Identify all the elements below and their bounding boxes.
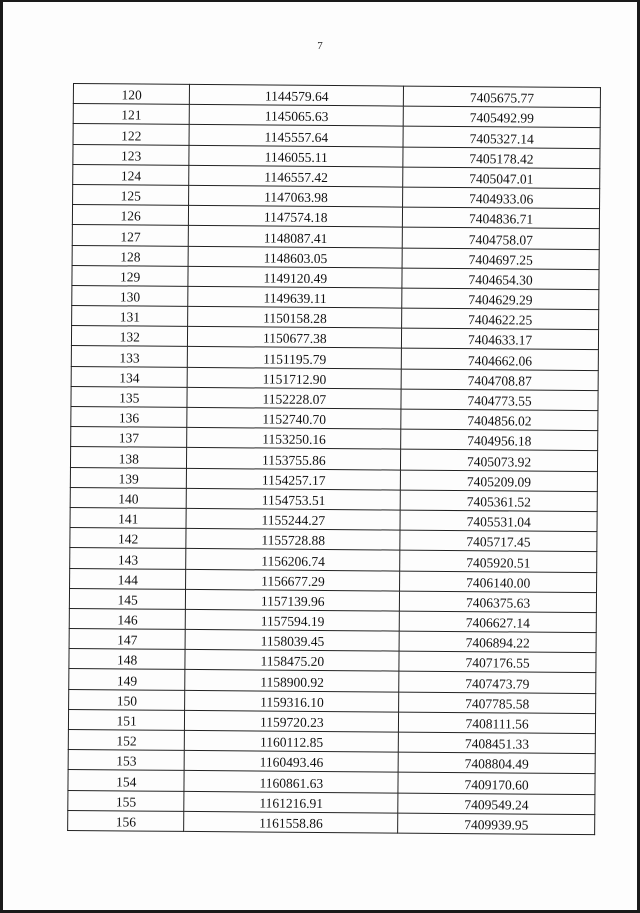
y-coordinate-cell: 7405492.99 — [403, 106, 600, 128]
point-number-cell: 127 — [72, 225, 189, 246]
y-coordinate-cell: 7404622.25 — [402, 308, 599, 330]
y-coordinate-cell: 7407473.79 — [399, 672, 596, 694]
y-coordinate-cell: 7406627.14 — [399, 611, 596, 633]
point-number-cell: 133 — [71, 346, 188, 367]
point-number-cell: 150 — [69, 689, 186, 710]
point-number-cell: 153 — [68, 750, 185, 771]
point-number-cell: 156 — [68, 810, 185, 831]
y-coordinate-cell: 7406894.22 — [399, 631, 596, 653]
y-coordinate-cell: 7406140.00 — [400, 571, 597, 593]
x-coordinate-cell: 1158039.45 — [185, 629, 399, 651]
x-coordinate-cell: 1155728.88 — [186, 529, 400, 551]
x-coordinate-cell: 1161216.91 — [184, 791, 398, 813]
point-number-cell: 136 — [71, 406, 188, 427]
x-coordinate-cell: 1156206.74 — [186, 549, 400, 571]
x-coordinate-cell: 1150158.28 — [188, 306, 402, 328]
y-coordinate-cell: 7405920.51 — [400, 550, 597, 572]
x-coordinate-cell: 1157594.19 — [186, 609, 400, 631]
x-coordinate-cell: 1160493.46 — [185, 751, 399, 773]
point-number-cell: 137 — [71, 427, 188, 448]
x-coordinate-cell: 1145557.64 — [189, 125, 403, 147]
y-coordinate-cell: 7409170.60 — [398, 772, 595, 794]
x-coordinate-cell: 1154753.51 — [187, 488, 401, 510]
point-number-cell: 121 — [73, 104, 190, 125]
x-coordinate-cell: 1148603.05 — [189, 246, 403, 268]
x-coordinate-cell: 1157139.96 — [186, 589, 400, 611]
x-coordinate-cell: 1152228.07 — [187, 387, 401, 409]
x-coordinate-cell: 1159316.10 — [185, 690, 399, 712]
y-coordinate-cell: 7404836.71 — [403, 207, 600, 229]
y-coordinate-cell: 7407785.58 — [399, 692, 596, 714]
point-number-cell: 126 — [72, 205, 189, 226]
x-coordinate-cell: 1161558.86 — [184, 811, 398, 833]
y-coordinate-cell: 7405531.04 — [400, 510, 597, 532]
y-coordinate-cell: 7404773.55 — [401, 389, 598, 411]
point-number-cell: 129 — [72, 265, 189, 286]
y-coordinate-cell: 7405717.45 — [400, 530, 597, 552]
x-coordinate-cell: 1147574.18 — [189, 206, 403, 228]
point-number-cell: 139 — [70, 467, 187, 488]
x-coordinate-cell: 1144579.64 — [190, 84, 404, 106]
x-coordinate-cell: 1150677.38 — [188, 327, 402, 349]
document-page — [3, 2, 637, 910]
y-coordinate-cell: 7404633.17 — [402, 328, 599, 350]
x-coordinate-cell: 1159720.23 — [185, 710, 399, 732]
point-number-cell: 140 — [70, 487, 187, 508]
x-coordinate-cell: 1155244.27 — [186, 508, 400, 530]
y-coordinate-cell: 7404662.06 — [402, 349, 599, 371]
y-coordinate-cell: 7404758.07 — [402, 227, 599, 249]
point-number-cell: 146 — [69, 608, 186, 629]
x-coordinate-cell: 1147063.98 — [189, 185, 403, 207]
point-number-cell: 134 — [71, 366, 188, 387]
y-coordinate-cell: 7408804.49 — [398, 752, 595, 774]
y-coordinate-cell: 7407176.55 — [399, 651, 596, 673]
y-coordinate-cell: 7405073.92 — [401, 449, 598, 471]
point-number-cell: 155 — [68, 790, 185, 811]
y-coordinate-cell: 7405209.09 — [401, 470, 598, 492]
x-coordinate-cell: 1160861.63 — [184, 771, 398, 793]
x-coordinate-cell: 1146055.11 — [189, 145, 403, 167]
y-coordinate-cell: 7409549.24 — [398, 793, 595, 815]
point-number-cell: 135 — [71, 386, 188, 407]
point-number-cell: 124 — [73, 164, 190, 185]
point-number-cell: 141 — [70, 507, 187, 528]
x-coordinate-cell: 1146557.42 — [189, 165, 403, 187]
table-row — [68, 810, 595, 834]
point-number-cell: 132 — [71, 326, 188, 347]
y-coordinate-cell: 7404956.18 — [401, 429, 598, 451]
x-coordinate-cell: 1151712.90 — [188, 367, 402, 389]
point-number-cell: 122 — [73, 124, 190, 145]
point-number-cell: 120 — [73, 84, 190, 105]
x-coordinate-cell: 1148087.41 — [189, 226, 403, 248]
point-number-cell: 130 — [72, 285, 189, 306]
y-coordinate-cell: 7405178.42 — [403, 147, 600, 169]
y-coordinate-cell: 7405675.77 — [404, 86, 601, 108]
page-number: 7 — [317, 40, 323, 52]
point-number-cell: 138 — [70, 447, 187, 468]
x-coordinate-cell: 1156677.29 — [186, 569, 400, 591]
point-number-cell: 125 — [73, 184, 190, 205]
y-coordinate-cell: 7408451.33 — [398, 732, 595, 754]
point-number-cell: 144 — [70, 568, 187, 589]
point-number-cell: 143 — [70, 548, 187, 569]
x-coordinate-cell: 1149120.49 — [188, 266, 402, 288]
y-coordinate-cell: 7405047.01 — [403, 167, 600, 189]
point-number-cell: 145 — [69, 588, 186, 609]
y-coordinate-cell: 7405361.52 — [400, 490, 597, 512]
x-coordinate-cell: 1160112.85 — [185, 730, 399, 752]
point-number-cell: 123 — [73, 144, 190, 165]
coordinates-table — [67, 83, 601, 835]
point-number-cell: 131 — [72, 306, 189, 327]
point-number-cell: 154 — [68, 770, 185, 791]
point-number-cell: 142 — [70, 528, 187, 549]
y-coordinate-cell: 7404629.29 — [402, 288, 599, 310]
y-coordinate-cell: 7409939.95 — [398, 813, 595, 835]
x-coordinate-cell: 1153250.16 — [187, 428, 401, 450]
y-coordinate-cell: 7404697.25 — [402, 248, 599, 270]
x-coordinate-cell: 1145065.63 — [190, 105, 404, 127]
point-number-cell: 149 — [69, 669, 186, 690]
x-coordinate-cell: 1151195.79 — [188, 347, 402, 369]
x-coordinate-cell: 1152740.70 — [187, 407, 401, 429]
point-number-cell: 147 — [69, 629, 186, 650]
y-coordinate-cell: 7404708.87 — [401, 369, 598, 391]
y-coordinate-cell: 7405327.14 — [403, 126, 600, 148]
point-number-cell: 151 — [68, 709, 185, 730]
y-coordinate-cell: 7404856.02 — [401, 409, 598, 431]
x-coordinate-cell: 1149639.11 — [188, 286, 402, 308]
y-coordinate-cell: 7404933.06 — [403, 187, 600, 209]
point-number-cell: 148 — [69, 649, 186, 670]
x-coordinate-cell: 1158900.92 — [185, 670, 399, 692]
point-number-cell: 128 — [72, 245, 189, 266]
x-coordinate-cell: 1154257.17 — [187, 468, 401, 490]
x-coordinate-cell: 1153755.86 — [187, 448, 401, 470]
y-coordinate-cell: 7404654.30 — [402, 268, 599, 290]
coordinates-table-body — [68, 84, 601, 835]
y-coordinate-cell: 7406375.63 — [400, 591, 597, 613]
point-number-cell: 152 — [68, 729, 185, 750]
y-coordinate-cell: 7408111.56 — [399, 712, 596, 734]
x-coordinate-cell: 1158475.20 — [185, 650, 399, 672]
